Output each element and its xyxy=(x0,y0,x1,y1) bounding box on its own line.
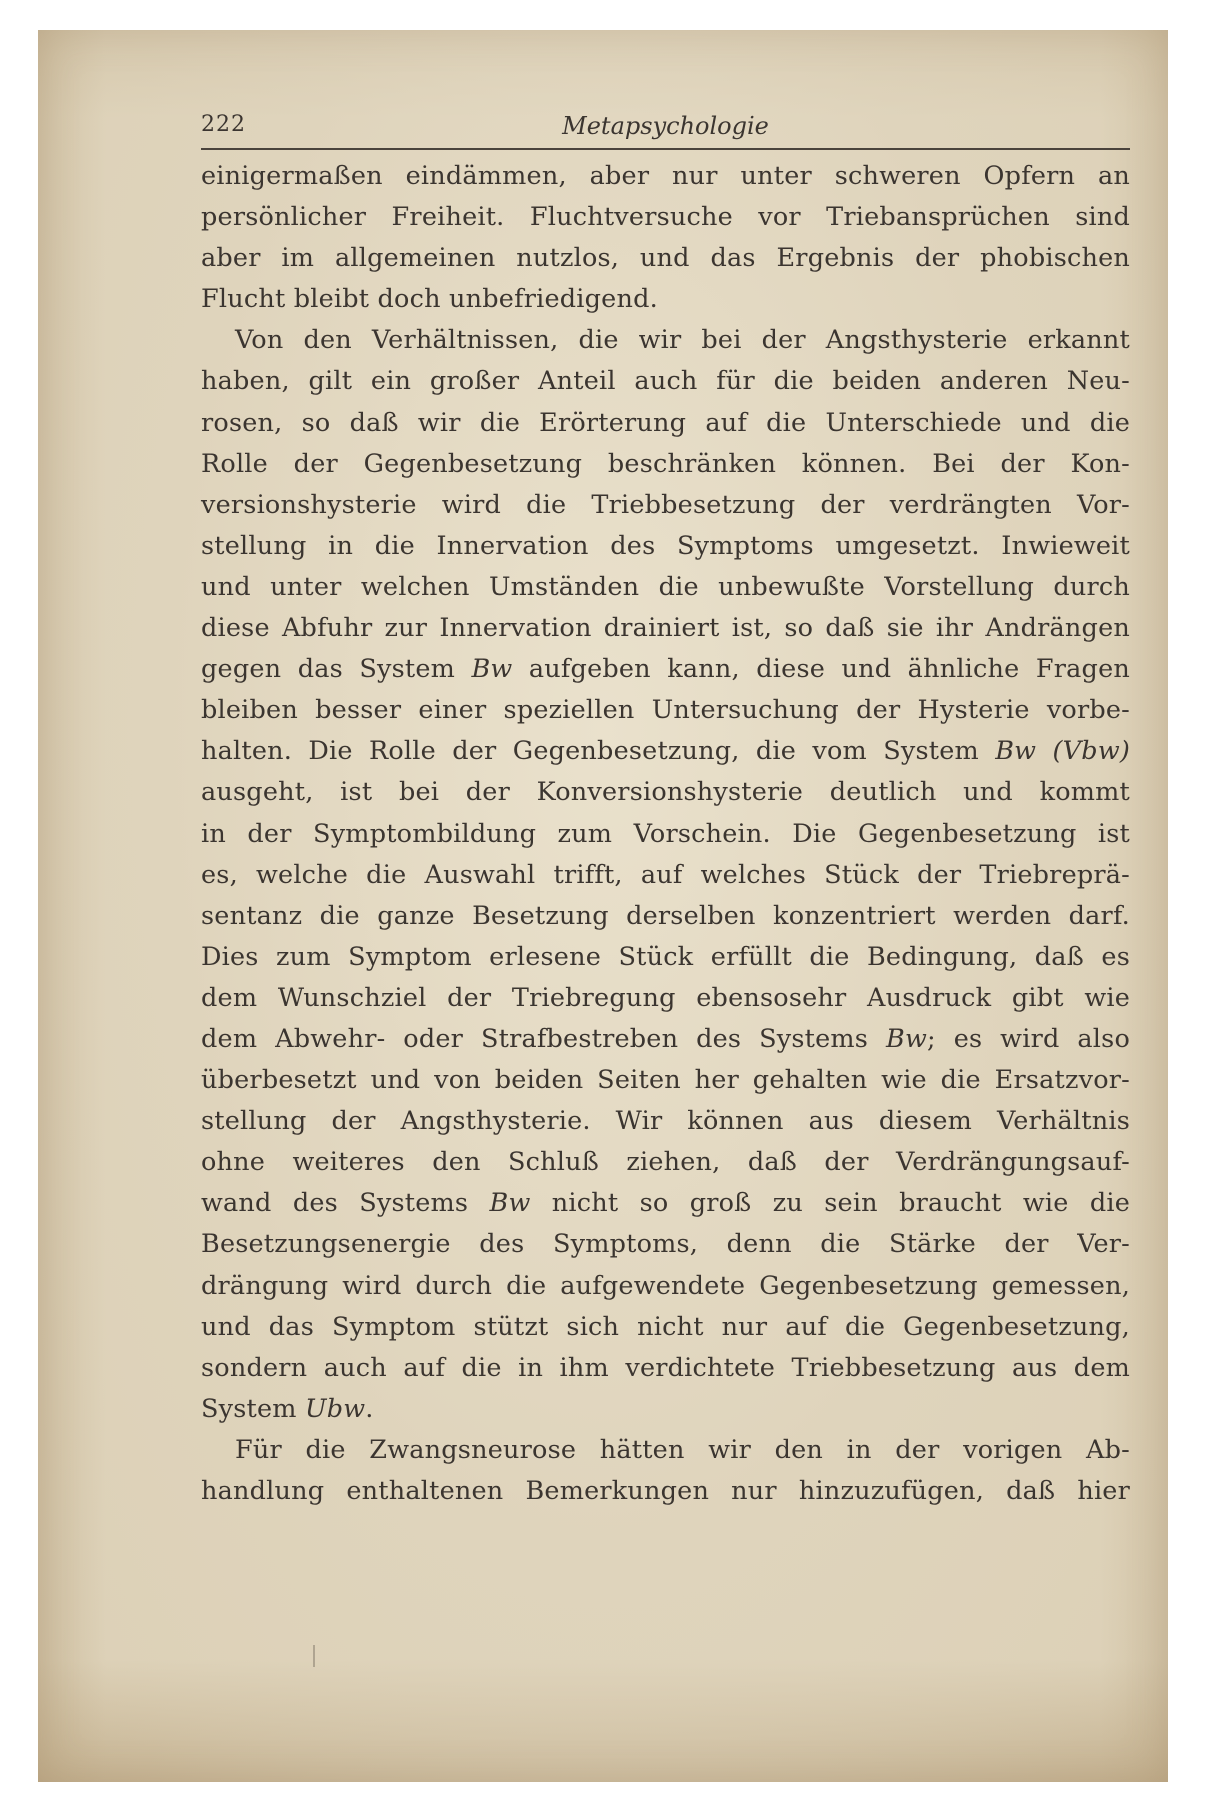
text-line: persönlicher Freiheit. Fluchtversuche vor Triebansprüchen sind xyxy=(201,202,1130,233)
text-line: Rolle der Gegenbesetzung beschränken können. Bei der Kon- xyxy=(201,448,1130,479)
text-line: aber im allgemeinen nutzlos, und das Ergebnis der phobischen xyxy=(201,243,1130,274)
page-number: 222 xyxy=(201,112,246,137)
text-line: Besetzungsenergie des Symptoms, denn die Stärke der Ver- xyxy=(201,1229,1130,1260)
text-line: System Ubw. xyxy=(201,1393,374,1424)
text-line: versionshysterie wird die Triebbesetzung der verdrängten Vor- xyxy=(201,489,1130,520)
text-line: haben, gilt ein großer Anteil auch für die beiden anderen Neu- xyxy=(201,366,1130,397)
running-title: Metapsychologie xyxy=(562,112,769,140)
text-line: überbesetzt und von beiden Seiten her gehalten wie die Ersatzvor- xyxy=(201,1065,1130,1096)
body-text xyxy=(201,156,1130,1512)
text-line: es, welche die Auswahl trifft, auf welches Stück der Triebreprä- xyxy=(201,859,1130,890)
text-line: wand des Systems Bw nicht so groß zu sein braucht wie die xyxy=(201,1188,1130,1219)
running-head xyxy=(201,104,1130,150)
pencil-mark xyxy=(313,1645,315,1667)
text-line: handlung enthaltenen Bemerkungen nur hinzuzufügen, daß hier xyxy=(201,1476,1130,1506)
text-line: bleiben besser einer speziellen Untersuchung der Hysterie vorbe- xyxy=(201,695,1130,726)
text-line: in der Symptombildung zum Vorschein. Die Gegenbesetzung ist xyxy=(201,818,1130,849)
text-line: gegen das System Bw aufgeben kann, diese und ähnliche Fragen xyxy=(201,654,1130,685)
book-page xyxy=(201,104,1130,1724)
text-line: sentanz die ganze Besetzung derselben konzentriert werden darf. xyxy=(201,900,1130,931)
text-line: Für die Zwangsneurose hätten wir den in der vorigen Ab- xyxy=(235,1434,1130,1465)
text-line: Dies zum Symptom erlesene Stück erfüllt die Bedingung, daß es xyxy=(201,941,1130,972)
text-line: ohne weiteres den Schluß ziehen, daß der Verdrängungsauf- xyxy=(201,1147,1130,1178)
text-line: Von den Verhältnissen, die wir bei der Angsthysterie erkannt xyxy=(235,325,1130,356)
text-line: stellung in die Innervation des Symptoms umgesetzt. Inwieweit xyxy=(201,530,1130,561)
text-line: dem Abwehr- oder Strafbestreben des Systems Bw; es wird also xyxy=(201,1023,1130,1054)
text-line: ausgeht, ist bei der Konversionshysterie deutlich und kommt xyxy=(201,777,1130,808)
text-line: rosen, so daß wir die Erörterung auf die Unterschiede und die xyxy=(201,407,1130,438)
text-line: sondern auch auf die in ihm verdichtete Triebbesetzung aus dem xyxy=(201,1352,1130,1383)
text-line: und das Symptom stützt sich nicht nur auf die Gegenbesetzung, xyxy=(201,1311,1130,1342)
text-line: und unter welchen Umständen die unbewußte Vorstellung durch xyxy=(201,571,1130,602)
text-line: einigermaßen eindämmen, aber nur unter schweren Opfern an xyxy=(201,161,1130,191)
text-line: Flucht bleibt doch unbefriedigend. xyxy=(201,284,658,315)
text-line: dem Wunschziel der Triebregung ebensosehr Ausdruck gibt wie xyxy=(201,982,1130,1013)
text-line: diese Abfuhr zur Innervation drainiert ist, so daß sie ihr Andrängen xyxy=(201,613,1130,644)
text-line: halten. Die Rolle der Gegenbesetzung, die vom System Bw (Vbw) xyxy=(201,736,1130,767)
text-line: stellung der Angsthysterie. Wir können aus diesem Verhältnis xyxy=(201,1106,1130,1137)
text-line: drängung wird durch die aufgewendete Gegenbesetzung gemessen, xyxy=(201,1270,1130,1301)
